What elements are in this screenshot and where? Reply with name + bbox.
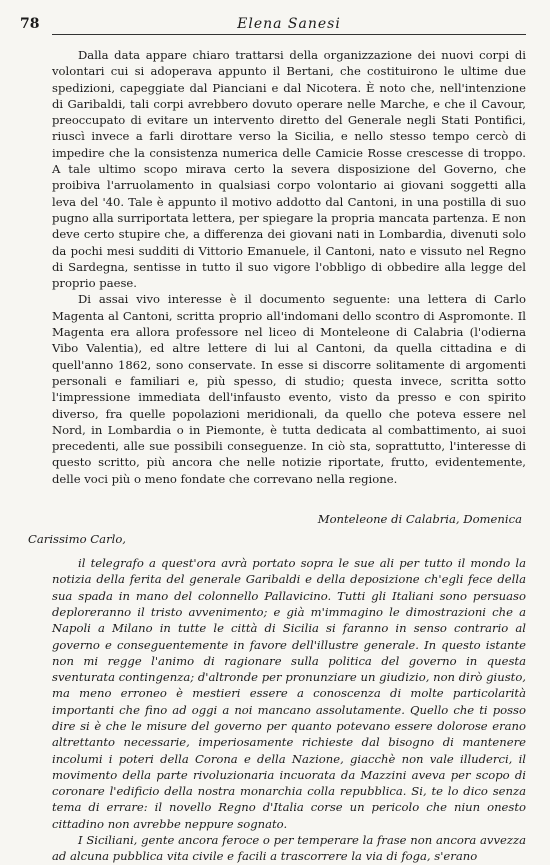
body-paragraph: Dalla data appare chiaro trattarsi della organizzazione dei nuovi corpi di volontari cui si adoperava appunto il Bertani, che costituirono le ultime due spedizioni, capeggiate dal Pianciani e dal Nicotera. È noto che, nell'intenzione di Garibaldi, tali corpi avrebbero dovuto operare nelle Marche, e che il Cavour, preoccupato di evitare un intervento diretto del Generale negli Stati Pontifici, riuscì invece a farli dirottare verso la Sicilia, e nello stesso tempo cercò di impedire che la consistenza numerica delle Camicie Rosse crescesse di troppo. A tale ultimo scopo mirava certo la severa disposizione del Governo, che proibiva l'arruolamento in qualsiasi corpo volontario ai giovani soggetti alla leva del '40. Tale è appunto il motivo addotto dal Cantoni, in una postilla di suo pugno alla surriportata lettera, per spiegare la propria mancata partenza. E non deve certo stupire che, a differenza dei giovani nati in Lombardia, divenuti solo da pochi mesi sudditi di Vittorio Emanuele, il Cantoni, nato e vissuto nel Regno di Sardegna, sentisse in tutto il suo vigore l'obbligo di obbedire alla legge del proprio paese. bbox=[52, 48, 526, 291]
letter-salutation: Carissimo Carlo, bbox=[28, 532, 126, 547]
letter-paragraph: il telegrafo a quest'ora avrà portato sopra le sue ali per tutto il mondo la notizia della ferita del generale Garibaldi e della deposizione ch'egli fece della sua spada in mano del colonnello Pallavicino. Tutti gli Italiani sono persuaso deploreranno il tristo avvenimento; e già m'immagino le dimostrazioni che a Napoli a Milano in tutte le città di Sicilia si faranno in senso contrario al governo e conseguentemente in favore dell'illustre generale. In questo istante non mi regge l'animo di ragionare sulla politica del governo in questa sventurata contingenza; d'altronde per pronunziare un giudizio, non dirò giusto, ma meno erroneo è mestieri essere a conoscenza di molte particolarità importanti che fino ad oggi a noi mancano assolutamente. Quello che ti posso dire si è che le misure del governo per quanto potevano essere dolorose erano altrettanto necessarie, imperiosamente richieste dal bisogno di mantenere incolumi i poteri della Corona e della Nazione, giacchè non vale illuderci, il movimento della parte rivoluzionaria incuorata da Mazzini aveva per scopo di coronare l'edificio della nostra monarchia colla repubblica. Si, te lo dico senza tema di errare: il novello Regno d'Italia corse un pericolo che niun onesto cittadino non avrebbe neppure sognato. bbox=[52, 556, 526, 831]
letter-body bbox=[52, 555, 526, 865]
letter-place-date: Monteleone di Calabria, Domenica bbox=[317, 512, 522, 527]
section-gap bbox=[52, 487, 526, 511]
letter-paragraph: I Siciliani, gente ancora feroce o per temperare la frase non ancora avvezza ad alcuna pubblica vita civile e facili a trascorrere la via di foga, s'erano bbox=[52, 833, 526, 864]
body-text bbox=[52, 47, 526, 487]
page-header bbox=[20, 14, 526, 35]
running-head: Elena Sanesi bbox=[237, 16, 341, 32]
body-paragraph: Di assai vivo interesse è il documento seguente: una lettera di Carlo Magenta al Cantoni, scritta proprio all'indomani dello scontro di Aspromonte. Il Magenta era allora professore nel liceo di Monteleone di Calabria (l'odierna Vibo Valentia), ed altre lettere di lui al Cantoni, da quella cittadina e di quell'anno 1862, sono conservate. In esse si discorre solitamente di argomenti personali e familiari e, più spesso, di studio; questa invece, scritta sotto l'impressione immediata dell'infausto evento, visto da presso e con spirito diverso, fra quelle popolazioni meridionali, da quello che poteva essere nel Nord, in Lombardia o in Piemonte, è tutta dedicata al combattimento, ai suoi precedenti, alle sue possibili conseguenze. In ciò sta, soprattutto, l'interesse di questo scritto, più ancora che nelle notizie riportate, frutto, evidentemente, delle voci più o meno fondate che correvano nella regione. bbox=[52, 292, 526, 486]
page-number: 78 bbox=[20, 16, 40, 32]
